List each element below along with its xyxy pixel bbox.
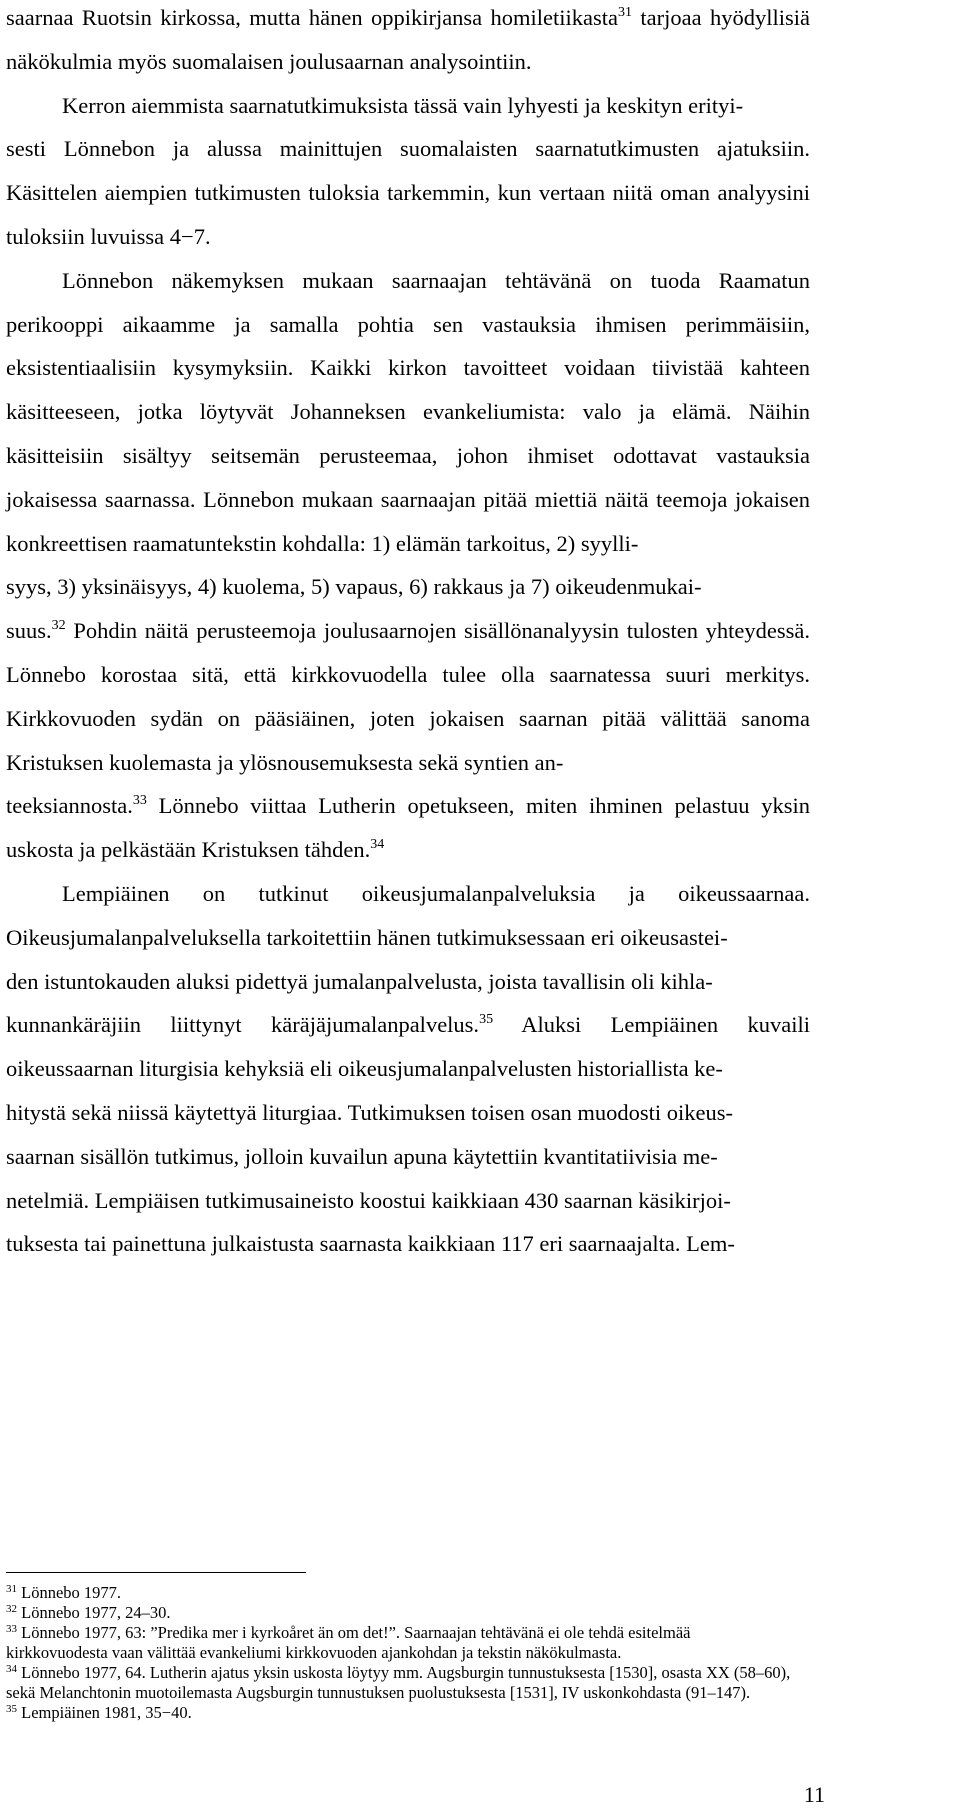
paragraph (6, 84, 810, 259)
paragraph (6, 872, 810, 1266)
paragraph-text: hitystä sekä niissä käytettyä liturgiaa. Tutkimuksen toisen osan muodosti oikeus- (6, 1099, 734, 1125)
paragraph-text: tarjoaa hyödyllisiä näkökulmia myös suomalaisen joulusaarnan analysointiin. (6, 5, 810, 74)
footnote-separator (6, 1572, 306, 1573)
paragraph (6, 259, 810, 872)
paragraph-text: tuksesta tai painettuna julkaistusta saarnasta kaikkiaan 117 eri saarnaajalta. Lem- (6, 1231, 735, 1257)
footnote-number: 34 (6, 1663, 17, 1675)
footnote (6, 1703, 796, 1723)
paragraph-text: netelmiä. Lempiäisen tutkimusaineisto koostui kaikkiaan 430 saarnan käsikirjoi- (6, 1187, 731, 1213)
paragraph-text: Lönnebo viittaa Lutherin opetukseen, miten ihminen pelastuu yksin uskosta ja pelkästään Kristuksen tähden. (6, 793, 810, 863)
footnote-marker: 32 (51, 618, 66, 634)
footnote-number: 31 (6, 1583, 17, 1595)
page-number: 11 (803, 1782, 825, 1807)
footnote (6, 1623, 796, 1663)
footnote (6, 1603, 796, 1623)
paragraph-text: syys, 3) yksinäisyys, 4) kuolema, 5) vapaus, 6) rakkaus ja 7) oikeudenmukai- (6, 574, 702, 600)
footnote-text: Lönnebo 1977, 63: ”Predika mer i kyrkoåret än om det!”. Saarnaajan tehtävänä ei ole tehdä esitelmää kirkkovuodesta vaan välittää evankeliumi kirkkovuoden ajankohdan ja tekstin näkökulmasta. (6, 1623, 691, 1662)
paragraph-text: suus. (6, 618, 52, 644)
paragraph-text: Lönnebon näkemyksen mukaan saarnaajan tehtävänä on tuoda Raamatun perikooppi aikaamme ja samalla pohtia sen vastauksia ihmisen perimmäisiin, eksistentiaalisiin kysymyksiin. Kaikki kirkon tavoitteet voidaan tiivistää kahteen käsitteeseen, jotka löytyvät Johanneksen evankeliumista: valo ja elämä. Näihin käsitteisiin sisältyy seitsemän perusteemaa, johon ihmiset odottavat vastauksia jokaisessa saarnassa. Lönnebon mukaan saarnaajan pitää miettiä näitä teemoja jokaisen konkreettisen raamatuntekstin kohdalla: 1) elämän tarkoitus, 2) syylli- (6, 267, 810, 556)
paragraph-text: Lempiäinen on tutkinut oikeusjumalanpalveluksia ja oikeussaarnaa. Oikeusjumalanpalveluksella tarkoitettiin hänen tutkimuksessaan eri oikeusastei- (6, 880, 810, 950)
footnote-number: 32 (6, 1603, 17, 1615)
footnote (6, 1663, 796, 1703)
footnote-marker: 33 (132, 793, 147, 809)
footnote-marker: 35 (479, 1012, 494, 1028)
paragraph-text: den istuntokauden aluksi pidettyä jumalanpalvelusta, joista tavallisin oli kihla- (6, 968, 713, 994)
paragraph-text: Kerron aiemmista saarnatutkimuksista tässä vain lyhyesti ja keskityn erityi- (62, 92, 744, 118)
paragraph-text: Pohdin näitä perusteemoja joulusaarnojen sisällönanalyysin tulosten yhteydessä. Lönnebo korostaa sitä, että kirkkovuodella tulee olla saarnatessa suuri merkitys. Kirkkovuoden sydän on pääsiäinen, joten jokaisen saarnan pitää välittää sanoma Kristuksen kuolemasta ja ylösnousemuksesta sekä syntien an- (6, 618, 810, 775)
paragraph-text: saarnan sisällön tutkimus, jolloin kuvailun apuna käytettiin kvantitatiivisia me- (6, 1143, 718, 1169)
footnote-text: Lempiäinen 1981, 35−40. (17, 1703, 192, 1722)
footnote-text: Lönnebo 1977, 24–30. (17, 1603, 171, 1622)
paragraph-text: sesti Lönnebon ja alussa mainittujen suomalaisten saarnatutkimusten ajatuksiin. Käsittelen aiempien tutkimusten tuloksia tarkemmin, kun vertaan niitä oman analyysini tuloksiin luvuissa 4−7. (6, 136, 810, 249)
footnote-text: Lönnebo 1977. (17, 1583, 122, 1602)
footnotes (6, 1583, 796, 1723)
paragraph-text: teeksiannosta. (6, 793, 133, 819)
footnote-number: 33 (6, 1623, 17, 1635)
paragraph-text: saarnaa Ruotsin kirkossa, mutta hänen oppikirjansa homiletiikasta (6, 5, 619, 30)
footnote (6, 1583, 796, 1603)
body-text (6, 0, 810, 1266)
footnote-number: 35 (6, 1703, 17, 1715)
footnote-marker: 31 (618, 5, 633, 20)
footnote-marker: 34 (370, 837, 385, 853)
footnote-text: Lönnebo 1977, 64. Lutherin ajatus yksin uskosta löytyy mm. Augsburgin tunnustuksesta [1530], osasta XX (58–60), sekä Melanchtonin muotoilemasta Augsburgin tunnustuksen puolustuksesta [1531], IV uskonkohdasta (91–147). (6, 1663, 791, 1702)
paragraph (6, 0, 810, 84)
paragraph-text: kunnankäräjiin liittynyt käräjäjumalanpalvelus. (6, 1012, 480, 1038)
paragraph-text: Aluksi Lempiäinen kuvaili oikeussaarnan liturgisia kehyksiä eli oikeusjumalanpalvelusten historiallista ke- (6, 1012, 810, 1082)
